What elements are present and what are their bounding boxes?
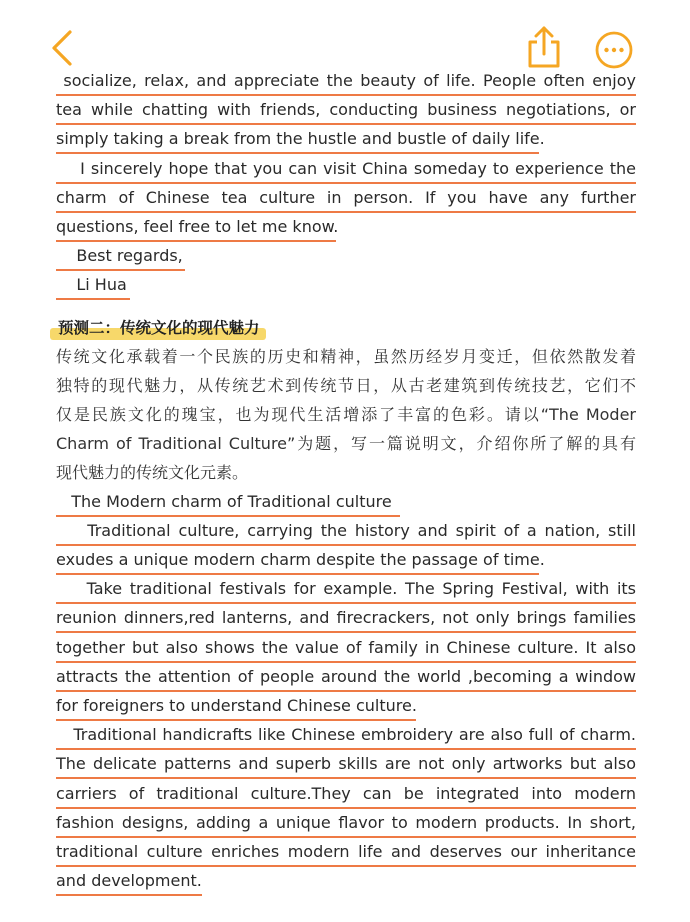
- text-line: simply taking a break from the hustle and bustle of daily life.: [56, 126, 636, 155]
- text-line: socialize, relax, and appreciate the beauty of life. People often enjoy: [56, 68, 636, 97]
- text-line: Take traditional festivals for example. The Spring Festival, with its: [56, 576, 636, 605]
- prompt-line: Charm of Traditional Culture”为题，写一篇说明文，介绍你所了解的具有: [56, 434, 636, 454]
- text-line: reunion dinners,red lanterns, and firecrackers, not only brings families: [56, 605, 636, 634]
- text-line: and development.: [56, 868, 636, 897]
- section-heading: 预测二：传统文化的现代魅力: [56, 314, 262, 342]
- prompt-line: 现代魅力的传统文化元素。: [56, 463, 249, 483]
- text-line: Traditional culture, carrying the history and spirit of a nation, still: [56, 518, 636, 547]
- text-line: charm of Chinese tea culture in person. If you have any further: [56, 185, 636, 214]
- prompt-line: 独特的现代魅力，从传统艺术到传统节日，从古老建筑到传统技艺，它们不: [56, 375, 636, 395]
- chevron-left-icon[interactable]: [46, 28, 82, 68]
- more-icon[interactable]: [594, 30, 634, 70]
- text-line: Traditional handicrafts like Chinese embroidery are also full of charm.: [56, 722, 636, 751]
- text-line: questions, feel free to let me know.: [56, 214, 636, 243]
- text-line: for foreigners to understand Chinese culture.: [56, 693, 636, 722]
- text-line: Best regards,: [56, 243, 636, 272]
- text-line: Li Hua: [56, 272, 636, 301]
- prompt-line: 仅是民族文化的瑰宝，也为现代生活增添了丰富的色彩。请以“The Moder: [56, 405, 636, 425]
- text-line: fashion designs, adding a unique flavor to modern products. In short,: [56, 810, 636, 839]
- text-line: The delicate patterns and superb skills are not only artworks but also: [56, 751, 636, 780]
- text-line: traditional culture enriches modern life and deserves our inheritance: [56, 839, 636, 868]
- prompt-line: 传统文化承载着一个民族的历史和精神，虽然历经岁月变迁，但依然散发着: [56, 346, 636, 366]
- essay-title: The Modern charm of Traditional culture: [56, 489, 636, 518]
- section-heading-row: [56, 314, 636, 343]
- text-line: I sincerely hope that you can visit China someday to experience the: [56, 156, 636, 185]
- text-line: tea while chatting with friends, conducting business negotiations, or: [56, 97, 636, 126]
- text-line: attracts the attention of people around the world ,becoming a window: [56, 664, 636, 693]
- text-line: together but also shows the value of family in Chinese culture. It also: [56, 635, 636, 664]
- text-line: exudes a unique modern charm despite the passage of time.: [56, 547, 636, 576]
- note-content[interactable]: [56, 68, 636, 897]
- share-icon[interactable]: [524, 24, 564, 70]
- text-line: carriers of traditional culture.They can be integrated into modern: [56, 781, 636, 810]
